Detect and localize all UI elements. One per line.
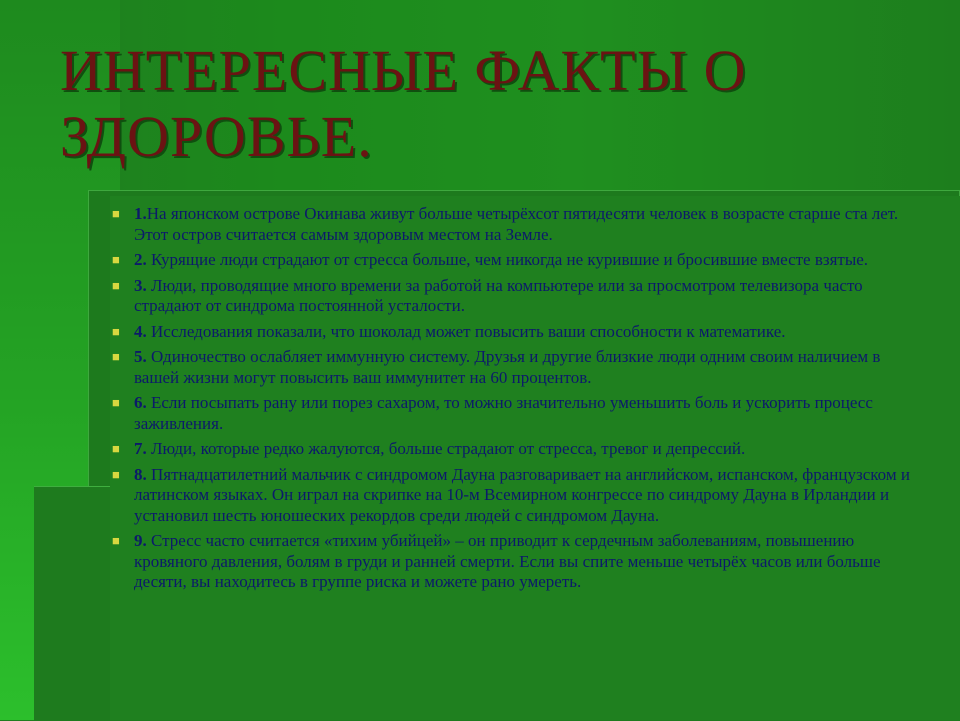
fact-text: На японском острове Окинава живут больше четырёхсот пятидесяти человек в возрасте старше ста лет. Этот остров считается самым здоровым местом на Земле.	[134, 204, 899, 244]
fact-number: 2.	[134, 250, 147, 269]
square-bullet-icon: ■	[112, 533, 120, 548]
list-item	[112, 439, 920, 460]
fact-text: Люди, проводящие много времени за работой на компьютере или за просмотром телевизора часто страдают от синдрома постоянной усталости.	[134, 275, 863, 315]
list-item	[112, 250, 920, 271]
fact-number: 7.	[134, 439, 147, 458]
fact-text: Пятнадцатилетний мальчик с синдромом Дауна разговаривает на английском, испанском, французском и латинском языках. Он играл на скрипке на 10-м Всемирном конгрессе по синдрому Дауна в Ирландии и установил шесть юношеских рекордов среди людей с синдромом Дауна.	[134, 464, 910, 525]
list-item	[112, 204, 920, 245]
square-bullet-icon: ■	[112, 395, 120, 410]
square-bullet-icon: ■	[112, 323, 120, 339]
square-bullet-icon: ■	[112, 206, 120, 221]
list-item	[112, 393, 920, 434]
square-bullet-icon: ■	[112, 252, 120, 267]
fact-number: 8.	[134, 464, 147, 484]
square-bullet-icon: ■	[112, 466, 120, 482]
square-bullet-icon: ■	[112, 277, 120, 293]
list-item	[112, 531, 920, 593]
fact-text: Курящие люди страдают от стресса больше, чем никогда не курившие и бросившие вместе взятые.	[146, 250, 869, 269]
square-bullet-icon: ■	[112, 441, 120, 456]
fact-number: 4.	[134, 321, 147, 341]
fact-text: Стресс часто считается «тихим убийцей» – он приводит к сердечным заболеваниям, повышению кровяного давления, болям в груди и ранней смерти. Если вы спите меньше четырёх часов или больше десяти, вы находитесь в группе риска и можете рано умереть.	[134, 531, 881, 591]
list-item	[112, 465, 920, 527]
fact-text: Если посыпать рану или порез сахаром, то можно значительно уменьшить боль и ускорить процесс заживления.	[134, 393, 873, 433]
fact-number: 1.	[134, 204, 147, 223]
fact-number: 6.	[134, 393, 147, 412]
list-item	[112, 276, 920, 317]
list-item	[112, 322, 920, 343]
slide-title: ИНТЕРЕСНЫЕ ФАКТЫ О ЗДОРОВЬЕ.	[60, 38, 747, 169]
fact-number: 9.	[134, 531, 147, 550]
fact-text: Люди, которые редко жалуются, больше страдают от стресса, тревог и депрессий.	[146, 439, 746, 458]
fact-number: 5.	[134, 347, 147, 366]
list-item	[112, 347, 920, 388]
facts-list	[112, 204, 920, 598]
square-bullet-icon: ■	[112, 349, 120, 364]
fact-text: Одиночество ослабляет иммунную систему. Друзья и другие близкие люди одним своим наличием в вашей жизни могут повысить ваш иммунитет на 60 процентов.	[134, 347, 881, 387]
fact-text: Исследования показали, что шоколад может повысить ваши способности к математике.	[146, 321, 786, 341]
fact-number: 3.	[134, 275, 147, 295]
